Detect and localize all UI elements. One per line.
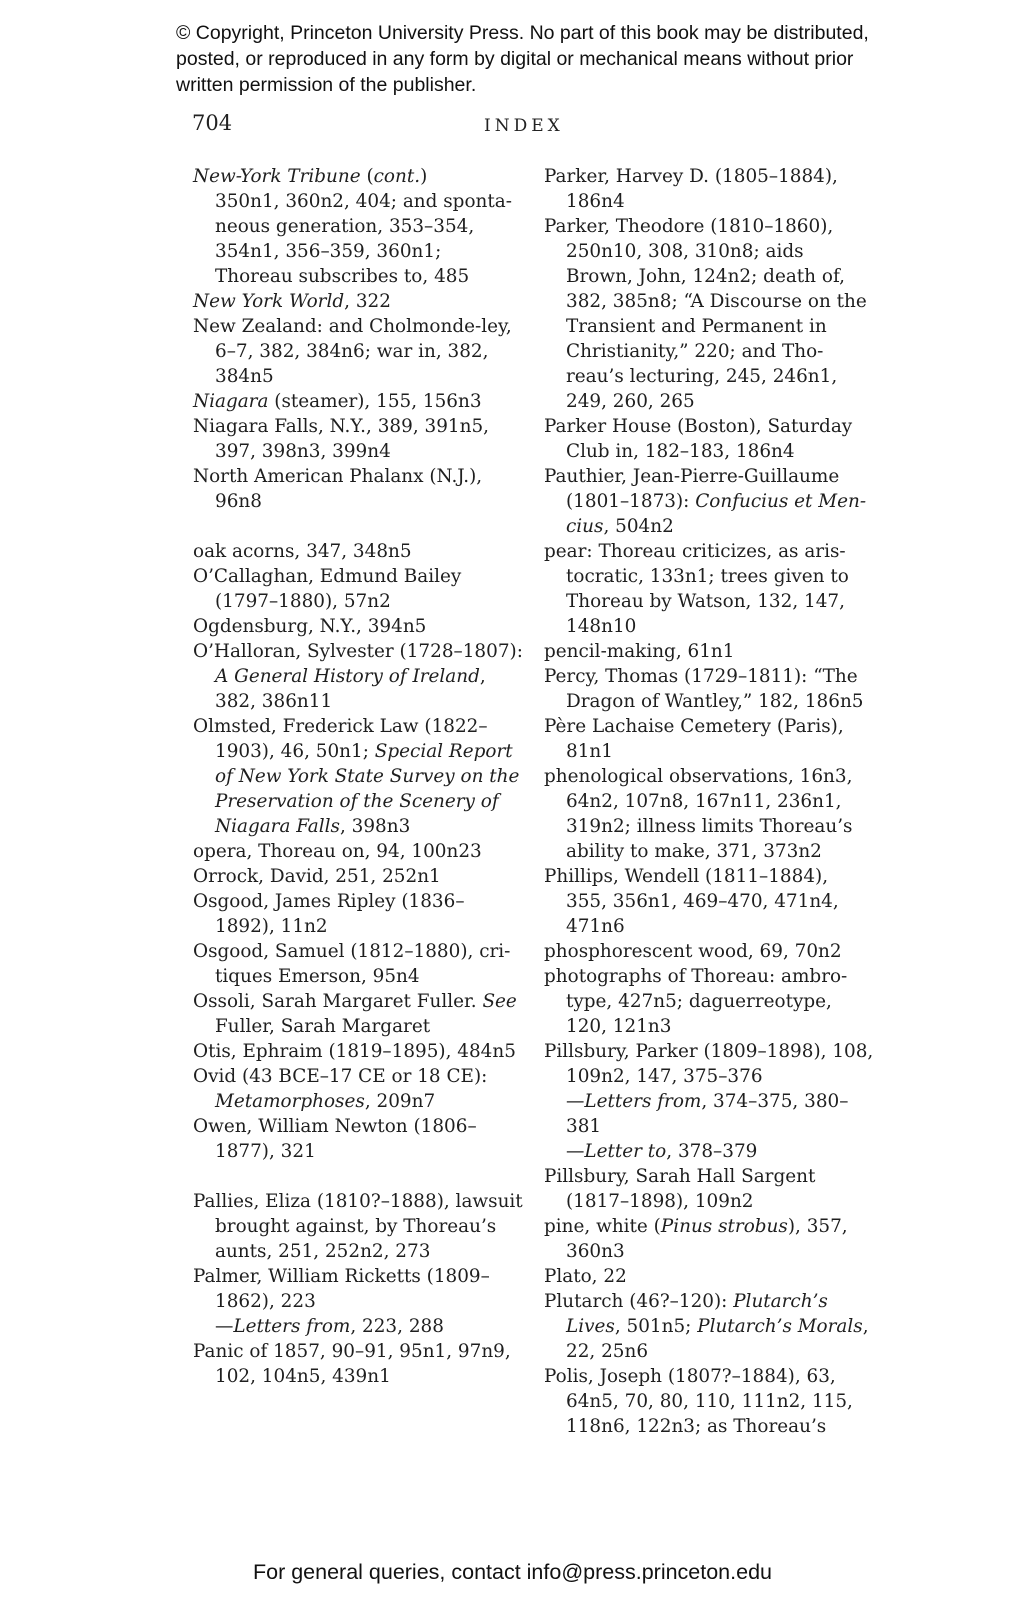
footer-contact: For general queries, contact info@press.princeton.edu <box>252 1560 772 1584</box>
italic-title: Letter to <box>584 1141 667 1162</box>
index-entry <box>544 1264 874 1289</box>
index-entry <box>544 764 874 864</box>
index-column-left <box>193 164 523 1389</box>
index-entry <box>544 1039 874 1089</box>
entry-text: Percy, Thomas (1729–1811): “The Dragon of Wantley,” 182, 186n5 <box>544 666 864 712</box>
entry-text: — <box>566 1141 585 1162</box>
italic-title: cont. <box>373 166 421 187</box>
index-entry <box>193 389 523 414</box>
entry-text: O’Halloran, Sylvester (1728–1807): <box>193 641 523 662</box>
entry-text: Olmsted, Frederick Law (1822–1903), 46, 50n1; <box>193 716 488 762</box>
entry-text: , 22, 25n6 <box>566 1316 869 1362</box>
page-number: 704 <box>192 111 233 135</box>
entry-text: ) <box>420 166 428 187</box>
index-entry <box>193 1039 523 1064</box>
index-entry <box>193 1189 523 1264</box>
letter-group-gap <box>193 514 523 539</box>
entry-text: , 378–379 <box>666 1141 758 1162</box>
italic-title: Pinus strobus <box>660 1216 788 1237</box>
running-head: INDEX <box>484 116 564 136</box>
copyright-notice: © Copyright, Princeton University Press. No part of this book may be distributed, posted, or reproduced in any form by digital or mechanical means without prior written permission of the publisher. <box>176 22 869 96</box>
italic-title: A General History of Ireland <box>215 666 480 687</box>
index-entry <box>193 889 523 939</box>
index-entry <box>544 164 874 214</box>
entry-text: Otis, Ephraim (1819–1895), 484n5 <box>193 1041 516 1062</box>
index-entry <box>544 1214 874 1264</box>
entry-text: phosphorescent wood, 69, 70n2 <box>544 941 842 962</box>
entry-text: Père Lachaise Cemetery (Paris), 81n1 <box>544 716 844 762</box>
index-entry <box>193 714 523 839</box>
index-entry <box>544 1364 874 1439</box>
entry-text: 350n1, 360n2, 404; and sponta-neous generation, 353–354, 354n1, 356–359, 360n1; Thoreau subscribes to, 485 <box>215 191 512 287</box>
entry-text: Plato, 22 <box>544 1266 627 1287</box>
index-entry <box>544 639 874 664</box>
index-entry <box>193 614 523 639</box>
entry-text: New Zealand: and Cholmonde-ley, 6–7, 382, 384n6; war in, 382, 384n5 <box>193 316 512 387</box>
letter-group-gap <box>193 1164 523 1189</box>
index-entry <box>544 939 874 964</box>
entry-text: North American Phalanx (N.J.), 96n8 <box>193 466 483 512</box>
entry-text: Ogdensburg, N.Y., 394n5 <box>193 616 427 637</box>
index-entry <box>193 314 523 389</box>
italic-title: Metamorphoses <box>215 1091 365 1112</box>
index-entry <box>193 464 523 514</box>
entry-text: Plutarch (46?–120): <box>544 1291 734 1312</box>
entry-text: Panic of 1857, 90–91, 95n1, 97n9, 102, 104n5, 439n1 <box>193 1341 511 1387</box>
entry-text: Pillsbury, Parker (1809–1898), 108, 109n2, 147, 375–376 <box>544 1041 874 1087</box>
entry-text: , 382, 386n11 <box>215 666 486 712</box>
index-entry <box>193 289 523 314</box>
entry-text: Ovid (43 BCE–17 CE or 18 CE): <box>193 1066 488 1087</box>
index-entry <box>193 164 523 189</box>
entry-text: Niagara Falls, N.Y., 389, 391n5, 397, 398n3, 399n4 <box>193 416 489 462</box>
entry-text: pencil-making, 61n1 <box>544 641 735 662</box>
entry-text: , 501n5; <box>614 1316 698 1337</box>
index-entry <box>544 714 874 764</box>
index-entry <box>193 1339 523 1389</box>
index-entry <box>193 414 523 464</box>
index-entry <box>193 539 523 564</box>
entry-text: , 223, 288 <box>350 1316 444 1337</box>
index-column-right <box>544 164 874 1439</box>
entry-text: , 374–375, 380–381 <box>566 1091 849 1137</box>
index-entry <box>193 1264 523 1314</box>
index-entry <box>544 464 874 539</box>
entry-text: Fuller, Sarah Margaret <box>215 1016 431 1037</box>
index-entry <box>193 1114 523 1164</box>
entry-text: O’Callaghan, Edmund Bailey (1797–1880), 57n2 <box>193 566 462 612</box>
italic-title: See <box>482 991 517 1012</box>
entry-text: , 398n3 <box>339 816 411 837</box>
italic-title: Confucius et Men-cius <box>566 491 867 537</box>
index-entry <box>193 639 523 714</box>
index-subentry <box>544 1139 874 1164</box>
entry-text: Osgood, Samuel (1812–1880), cri-tiques Emerson, 95n4 <box>193 941 511 987</box>
index-subentry <box>193 1314 523 1339</box>
entry-text: Parker, Harvey D. (1805–1884), 186n4 <box>544 166 838 212</box>
entry-text: , 209n7 <box>364 1091 436 1112</box>
italic-title: Plutarch’s Lives <box>566 1291 828 1337</box>
index-entry <box>193 839 523 864</box>
entry-text: — <box>566 1091 585 1112</box>
entry-text: pine, white ( <box>544 1216 661 1237</box>
entry-text: pear: Thoreau criticizes, as aris-tocratic, 133n1; trees given to Thoreau by Watson, 132, 147, 148n10 <box>544 541 849 637</box>
entry-text: Parker House (Boston), Saturday Club in, 182–183, 186n4 <box>544 416 853 462</box>
index-entry <box>544 964 874 1039</box>
entry-text: — <box>215 1316 234 1337</box>
entry-text: , 322 <box>344 291 391 312</box>
entry-text: Ossoli, Sarah Margaret Fuller. <box>193 991 483 1012</box>
entry-text: Palmer, William Ricketts (1809–1862), 223 <box>193 1266 490 1312</box>
italic-title: Niagara <box>193 391 269 412</box>
index-entry <box>544 664 874 714</box>
index-subentry <box>544 1089 874 1139</box>
italic-title: Plutarch’s Morals <box>697 1316 863 1337</box>
entry-text: opera, Thoreau on, 94, 100n23 <box>193 841 482 862</box>
entry-text: Polis, Joseph (1807?–1884), 63, 64n5, 70, 80, 110, 111n2, 115, 118n6, 122n3; as Thoreau’s <box>544 1366 853 1437</box>
entry-text: Osgood, James Ripley (1836–1892), 11n2 <box>193 891 465 937</box>
entry-text: Pillsbury, Sarah Hall Sargent (1817–1898), 109n2 <box>544 1166 816 1212</box>
entry-text: (steamer), 155, 156n3 <box>268 391 482 412</box>
italic-title: New York World <box>193 291 345 312</box>
entry-text: Phillips, Wendell (1811–1884), 355, 356n1, 469–470, 471n4, 471n6 <box>544 866 839 937</box>
index-subentry <box>193 189 523 289</box>
entry-text: Pallies, Eliza (1810?–1888), lawsuit brought against, by Thoreau’s aunts, 251, 252n2, 273 <box>193 1191 523 1262</box>
italic-title: New-York Tribune <box>193 166 361 187</box>
index-entry <box>193 989 523 1039</box>
index-entry <box>544 1289 874 1364</box>
index-entry <box>193 939 523 989</box>
index-entry <box>193 564 523 614</box>
entry-text: Pauthier, Jean-Pierre-Guillaume (1801–1873): <box>544 466 840 512</box>
index-entry <box>544 214 874 414</box>
index-entry <box>544 1164 874 1214</box>
entry-text: Owen, William Newton (1806–1877), 321 <box>193 1116 477 1162</box>
italic-title: Special Report of New York State Survey on the Preservation of the Scenery of Niagara Falls <box>215 741 520 837</box>
index-entry <box>544 414 874 464</box>
italic-title: Letters from <box>584 1091 702 1112</box>
italic-title: Letters from <box>233 1316 351 1337</box>
index-entry <box>193 1064 523 1114</box>
index-entry <box>544 864 874 939</box>
entry-text: ), 357, 360n3 <box>566 1216 848 1262</box>
entry-text: Orrock, David, 251, 252n1 <box>193 866 441 887</box>
entry-text: photographs of Thoreau: ambro-type, 427n5; daguerreotype, 120, 121n3 <box>544 966 848 1037</box>
index-entry <box>544 539 874 639</box>
entry-text: Parker, Theodore (1810–1860), 250n10, 308, 310n8; aids Brown, John, 124n2; death of, 382, 385n8; “A Discourse on the Transient and Permanent in Christianity,” 220; and Tho-reau’s lecturing, 245, 246n1, 249, 260, 265 <box>544 216 867 412</box>
entry-text: ( <box>360 166 374 187</box>
entry-text: , 504n2 <box>603 516 674 537</box>
index-entry <box>193 864 523 889</box>
entry-text: oak acorns, 347, 348n5 <box>193 541 412 562</box>
entry-text: phenological observations, 16n3, 64n2, 107n8, 167n11, 236n1, 319n2; illness limits Thoreau’s ability to make, 371, 373n2 <box>544 766 853 862</box>
